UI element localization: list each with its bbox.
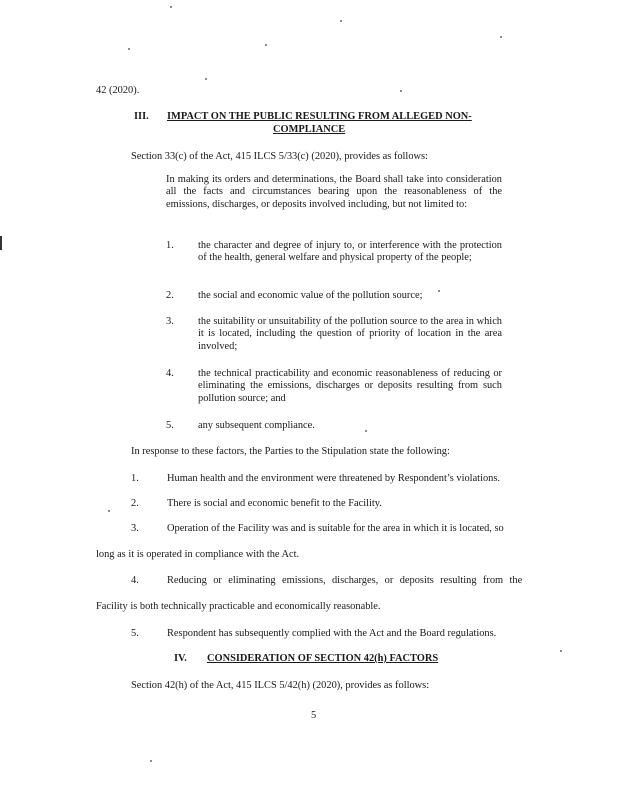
- factor-number: 3.: [166, 316, 174, 327]
- response-continuation: Facility is both technically practicable and economically reasonable.: [96, 601, 381, 612]
- section-42h-intro: Section 42(h) of the Act, 415 ILCS 5/42(h) (2020), provides as follows:: [131, 680, 430, 691]
- scan-speck: [170, 6, 172, 8]
- scan-speck: [108, 510, 110, 512]
- response-intro: In response to these factors, the Parties to the Stipulation state the following:: [131, 446, 450, 457]
- response-text: Respondent has subsequently complied with the Act and the Board regulations.: [167, 628, 497, 639]
- factor-text: the suitability or unsuitability of the pollution source to the area in which it is located, including the question of priority of location in the area involved;: [198, 316, 502, 352]
- response-text: There is social and economic benefit to the Facility.: [167, 498, 382, 509]
- scan-speck: [150, 760, 152, 762]
- scan-speck: [365, 430, 367, 432]
- response-text: Reducing or eliminating emissions, discharges, or deposits resulting from the: [167, 575, 523, 586]
- section-iii-numeral: III.: [134, 111, 149, 122]
- response-number: 5.: [131, 628, 139, 639]
- page-number: 5: [311, 710, 317, 721]
- scan-speck: [500, 36, 502, 38]
- factor-text: the technical practicability and economic reasonableness of reducing or eliminating the emissions, discharges or deposits resulting from such pollution source; and: [198, 368, 502, 404]
- scan-speck: [265, 44, 267, 46]
- scan-speck: [400, 90, 402, 92]
- page-edge-mark: [0, 236, 2, 250]
- section-33c-intro: Section 33(c) of the Act, 415 ILCS 5/33(c) (2020), provides as follows:: [131, 151, 428, 162]
- scan-speck: [128, 48, 130, 50]
- response-number: 4.: [131, 575, 139, 586]
- factor-number: 5.: [166, 420, 174, 431]
- response-text: Human health and the environment were threatened by Respondent’s violations.: [167, 473, 500, 484]
- scan-speck: [560, 650, 562, 652]
- response-text: Operation of the Facility was and is suitable for the area in which it is located, so: [167, 523, 504, 534]
- scan-speck: [205, 78, 207, 80]
- header-citation: 42 (2020).: [96, 85, 140, 96]
- section-iii-title-line2: COMPLIANCE: [273, 124, 346, 135]
- factor-text: any subsequent compliance.: [198, 420, 315, 431]
- section-iii-title-line1: IMPACT ON THE PUBLIC RESULTING FROM ALLEGED NON-: [167, 111, 472, 122]
- factor-number: 1.: [166, 240, 174, 251]
- response-number: 1.: [131, 473, 139, 484]
- response-continuation: long as it is operated in compliance with the Act.: [96, 549, 300, 560]
- scan-speck: [340, 20, 342, 22]
- factor-number: 2.: [166, 290, 174, 301]
- section-33c-quote: In making its orders and determinations, the Board shall take into consideration all the facts and circumstances bearing upon the reasonableness of the emissions, discharges, or deposits involved including, but not limited to:: [166, 174, 502, 210]
- response-number: 3.: [131, 523, 139, 534]
- factor-text: the social and economic value of the pollution source;: [198, 290, 423, 301]
- factor-text: the character and degree of injury to, or interference with the protection of the health, general welfare and physical property of the people;: [198, 240, 502, 264]
- section-iv-numeral: IV.: [174, 653, 187, 664]
- factor-number: 4.: [166, 368, 174, 379]
- response-number: 2.: [131, 498, 139, 509]
- scan-speck: [438, 290, 440, 292]
- section-iv-title: CONSIDERATION OF SECTION 42(h) FACTORS: [207, 653, 439, 664]
